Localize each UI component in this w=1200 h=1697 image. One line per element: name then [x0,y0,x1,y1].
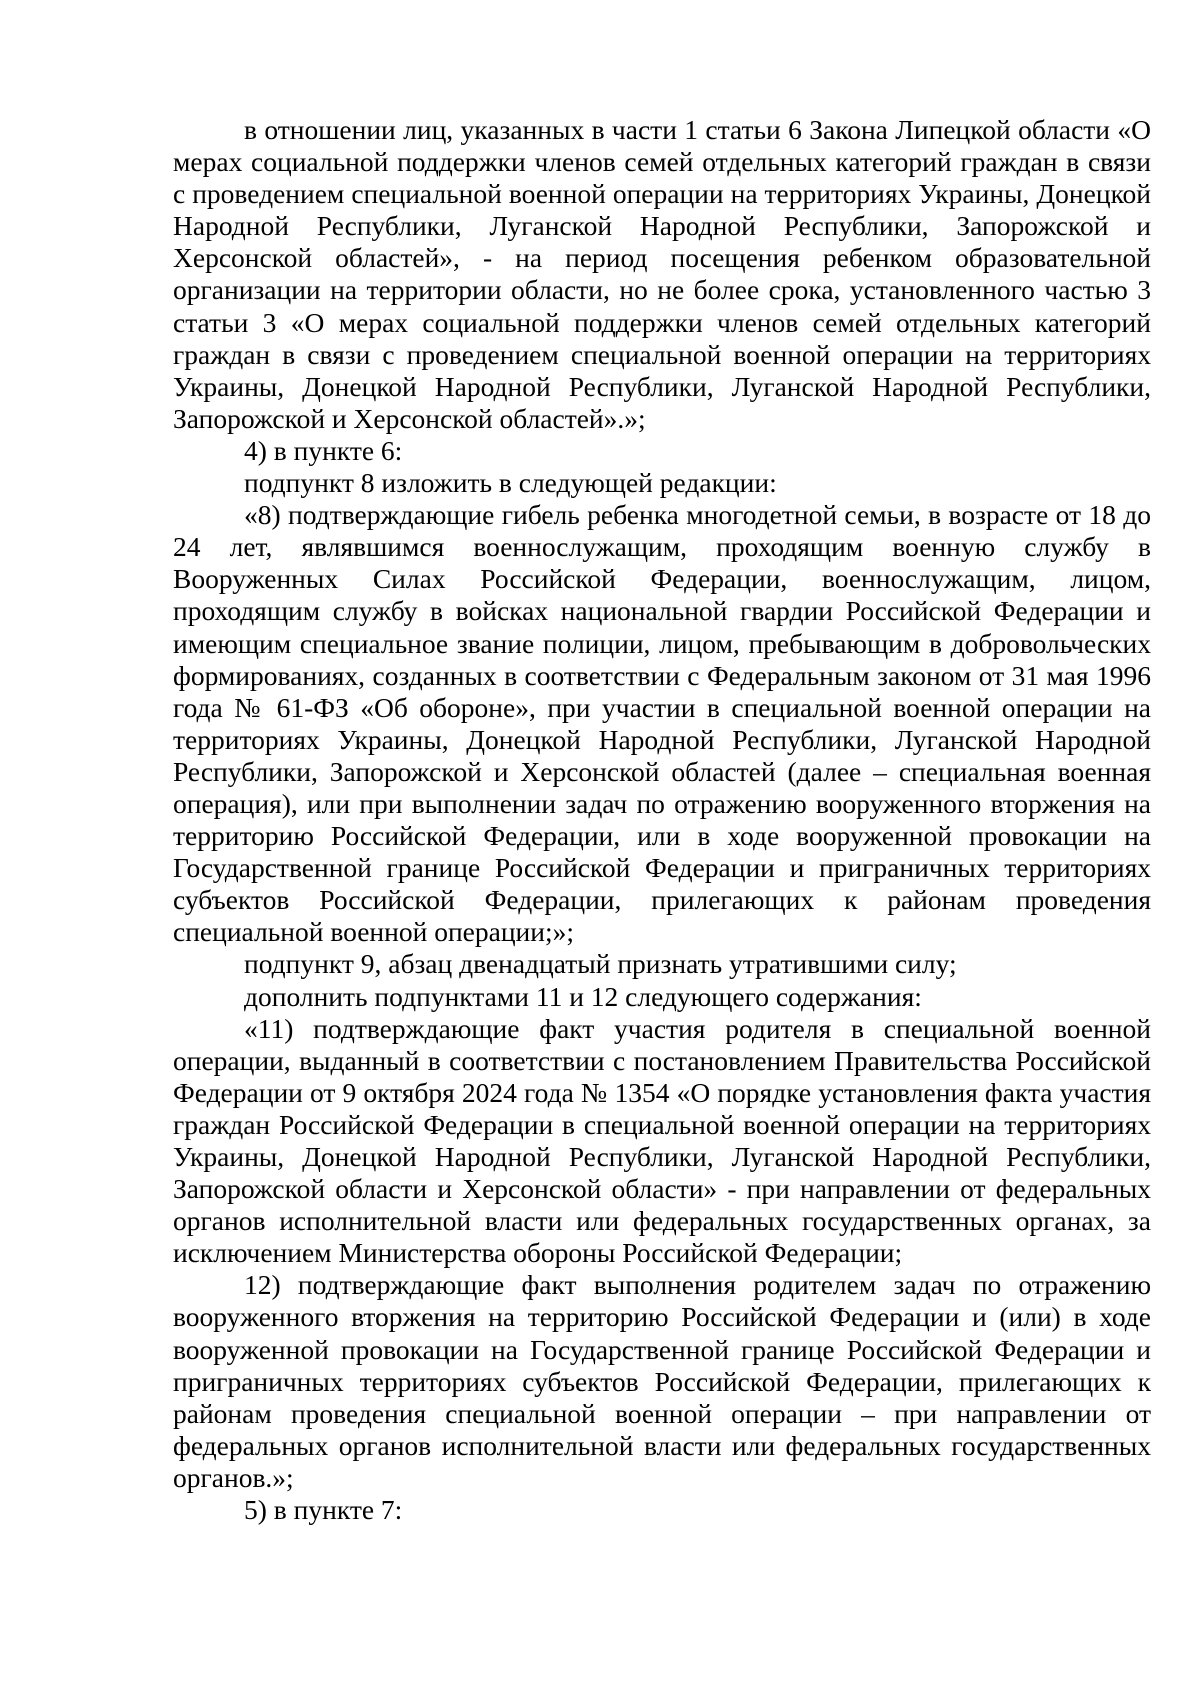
paragraph-continuation: в отношении лиц, указанных в части 1 статьи 6 Закона Липецкой области «О мерах социальной поддержки членов семей отдельных категорий граждан в связи с проведением специальной военной операции на территориях Украины, Донецкой Народной Республики, Луганской Народной Республики, Запорожской и Херсонской областей», - на период посещения ребенком образовательной организации на территории области, но не более срока, установленного частью 3 статьи 3 «О мерах социальной поддержки членов семей отдельных категорий граждан в связи с проведением специальной военной операции на территориях Украины, Донецкой Народной Республики, Луганской Народной Республики, Запорожской и Херсонской областей».»; [173,114,1151,434]
paragraph-subitem-8-text: «8) подтверждающие гибель ребенка многодетной семьи, в возрасте от 18 до 24 лет, являвшимся военнослужащим, проходящим военную службу в Вооруженных Силах Российской Федерации, военнослужащим, лицом, проходящим службу в войсках национальной гвардии Российской Федерации и имеющим специальное звание полиции, лицом, пребывающим в добровольческих формированиях, созданных в соответствии с Федеральным законом от 31 мая 1996 года № 61-ФЗ «Об обороне», при участии в специальной военной операции на территориях Украины, Донецкой Народной Республики, Луганской Народной Республики, Запорожской и Херсонской областей (далее – специальная военная операция), или при выполнении задач по отражению вооруженного вторжения на территорию Российской Федерации, или в ходе вооруженной провокации на Государственной границе Российской Федерации и приграничных территориях субъектов Российской Федерации, прилегающих к районам проведения специальной военной операции;»; [173,499,1151,948]
paragraph-subitem-9-repeal: подпункт 9, абзац двенадцатый признать утратившими силу; [244,948,957,980]
paragraph-subitem-12: 12) подтверждающие факт выполнения родителем задач по отражению вооруженного вторжения на территорию Российской Федерации и (или) в ходе вооруженной провокации на Государственной границе Российской Федерации и приграничных территориях субъектов Российской Федерации, прилегающих к районам проведения специальной военной операции – при направлении от федеральных органов исполнительной власти или федеральных государственных органов.»; [173,1269,1151,1493]
document-page [173,114,1151,1526]
paragraph-item-4: 4) в пункте 6: [244,434,403,466]
paragraph-subitem-8-intro: подпункт 8 изложить в следующей редакции: [244,467,777,499]
paragraph-add-subitems-intro: дополнить подпунктами 11 и 12 следующего содержания: [244,980,922,1012]
paragraph-item-5: 5) в пункте 7: [244,1494,403,1526]
paragraph-subitem-11: «11) подтверждающие факт участия родителя в специальной военной операции, выданный в соответствии с постановлением Правительства Российской Федерации от 9 октября 2024 года № 1354 «О порядке установления факта участия граждан Российской Федерации в специальной военной операции на территориях Украины, Донецкой Народной Республики, Луганской Народной Республики, Запорожской области и Херсонской области» - при направлении от федеральных органов исполнительной власти или федеральных государственных органах, за исключением Министерства обороны Российской Федерации; [173,1012,1151,1269]
